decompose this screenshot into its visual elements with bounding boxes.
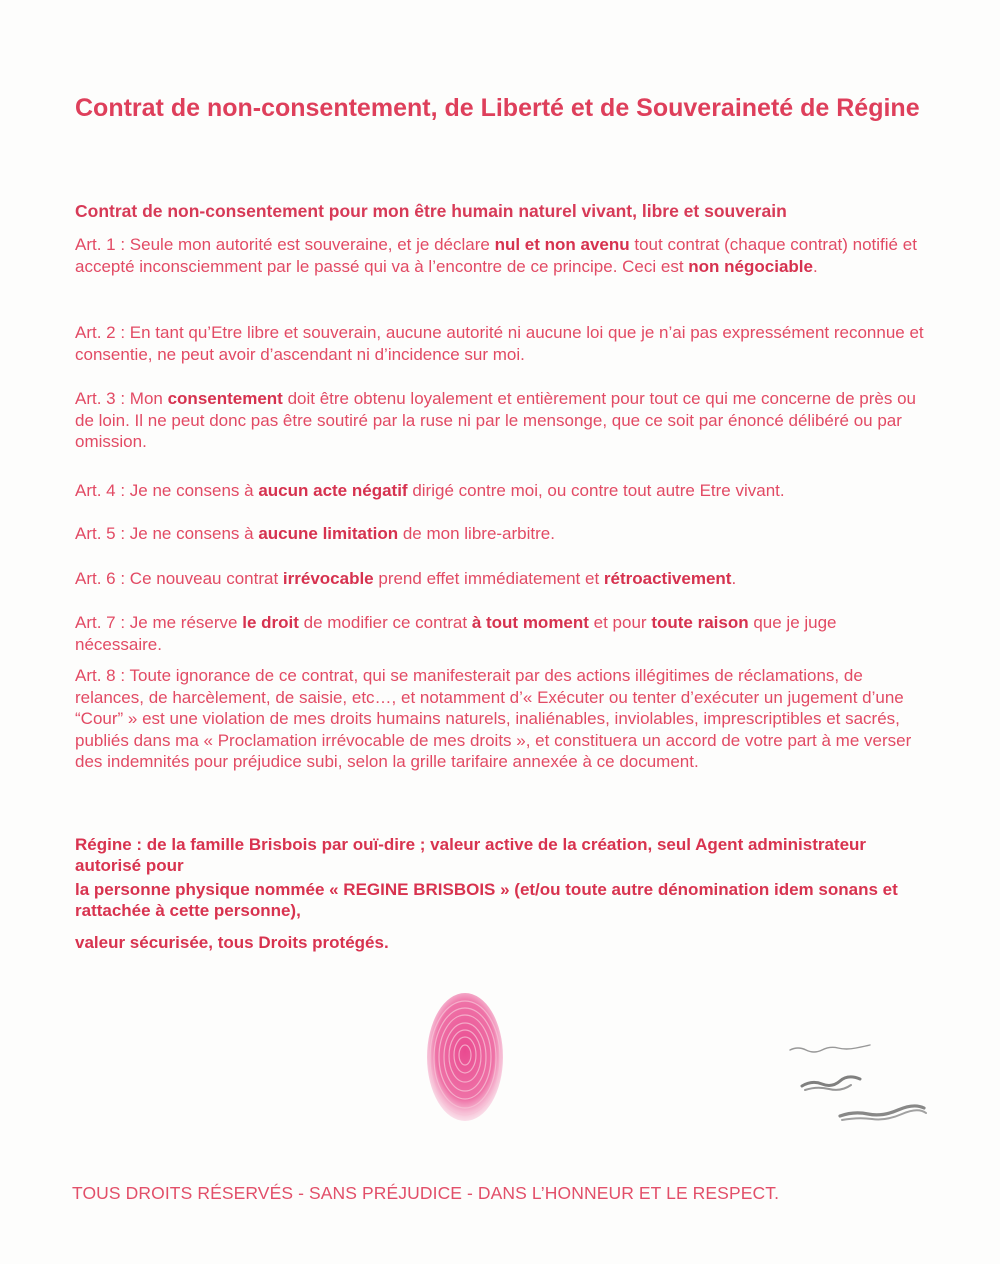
signatory-line-2: la personne physique nommée « REGINE BRISBOIS » (et/ou toute autre dénomination idem sonans et rattachée à cette personne),: [75, 880, 898, 920]
article-text: Art. 6 : Ce nouveau contrat: [75, 569, 283, 588]
article-text: Art. 8 : Toute ignorance de ce contrat, qui se manifesterait par des actions illégitimes de réclamations, de relances, de harcèlement, de saisie, etc…, et notamment d’« Exécuter ou tenter d’exécuter un jugement d’une “Cour” » est une violation de mes droits humains naturels, inaliénables, inviolables, imprescriptibles et sacrés, publiés dans ma « Proclamation irrévocable de mes droits », et constituera un accord de votre part à me verser des indemnités pour préjudice subi, selon la grille tarifaire annexée à ce document.: [75, 666, 912, 771]
fingerprint-icon: [420, 985, 510, 1135]
emphasis-text: toute raison: [651, 613, 749, 632]
article-text: et pour: [588, 613, 652, 632]
emphasis-text: non négociable: [688, 256, 813, 276]
article-6: [75, 568, 925, 590]
article-text: Art. 4 : Je ne consens à: [75, 481, 259, 500]
emphasis-text: rétroactivement: [603, 569, 732, 588]
article-text: Art. 1 : Seule mon autorité est souveraine, et je déclare: [75, 235, 495, 254]
emphasis-text: à tout moment: [471, 613, 589, 632]
article-text: de modifier ce contrat: [298, 613, 472, 632]
article-7: [75, 612, 925, 655]
article-text: Art. 5 : Je ne consens à: [75, 524, 259, 543]
article-text: .: [731, 569, 737, 588]
article-text: de mon libre-arbitre.: [398, 524, 555, 543]
footer-notice: TOUS DROITS RÉSERVÉS - SANS PRÉJUDICE - DANS L’HONNEUR ET LE RESPECT.: [72, 1183, 780, 1203]
article-8: [75, 665, 925, 773]
article-text: que je juge nécessaire.: [75, 613, 837, 654]
document-subtitle: Contrat de non-consentement pour mon être humain naturel vivant, libre et souverain: [75, 201, 787, 221]
article-1: [75, 234, 925, 277]
article-5: [75, 523, 925, 545]
document-title: Contrat de non-consentement, de Liberté et de Souveraineté de Régine: [75, 94, 920, 122]
article-2: [75, 322, 925, 365]
emphasis-text: nul et non avenu: [494, 235, 630, 254]
article-text: tout contrat (chaque contrat) notifié et accepté inconsciemment par le passé qui va à l’encontre de ce principe. Ceci est: [75, 235, 917, 276]
article-text: Art. 7 : Je me réserve: [75, 613, 243, 632]
signatory-line-1: Régine : de la famille Brisbois par ouï-dire ; valeur active de la création, seul Agent administrateur autorisé pour: [75, 835, 867, 875]
handwritten-signature-icon: [780, 1030, 940, 1140]
emphasis-text: consentement: [167, 389, 283, 408]
article-text: prend effet immédiatement et: [373, 569, 604, 588]
article-text: .: [812, 256, 818, 276]
emphasis-text: le droit: [242, 613, 299, 632]
article-4: [75, 480, 925, 502]
article-text: doit être obtenu loyalement et entièrement pour tout ce qui me concerne de près ou de loin. Il ne peut donc pas être soutiré par la ruse ni par le mensonge, que ce soit par énoncé délibéré ou par omission.: [75, 389, 917, 451]
emphasis-text: aucune limitation: [258, 524, 399, 543]
article-text: Art. 2 : En tant qu’Etre libre et souverain, aucune autorité ni aucune loi que je n’ai pas expressément reconnue et consentie, ne peut avoir d’ascendant ni d’incidence sur moi.: [75, 323, 924, 364]
article-text: dirigé contre moi, ou contre tout autre Etre vivant.: [407, 481, 785, 500]
signatory-line-3: valeur sécurisée, tous Droits protégés.: [75, 933, 389, 952]
emphasis-text: irrévocable: [282, 569, 374, 588]
article-3: [75, 388, 925, 453]
emphasis-text: aucun acte négatif: [258, 481, 408, 500]
article-text: Art. 3 : Mon: [75, 389, 168, 408]
